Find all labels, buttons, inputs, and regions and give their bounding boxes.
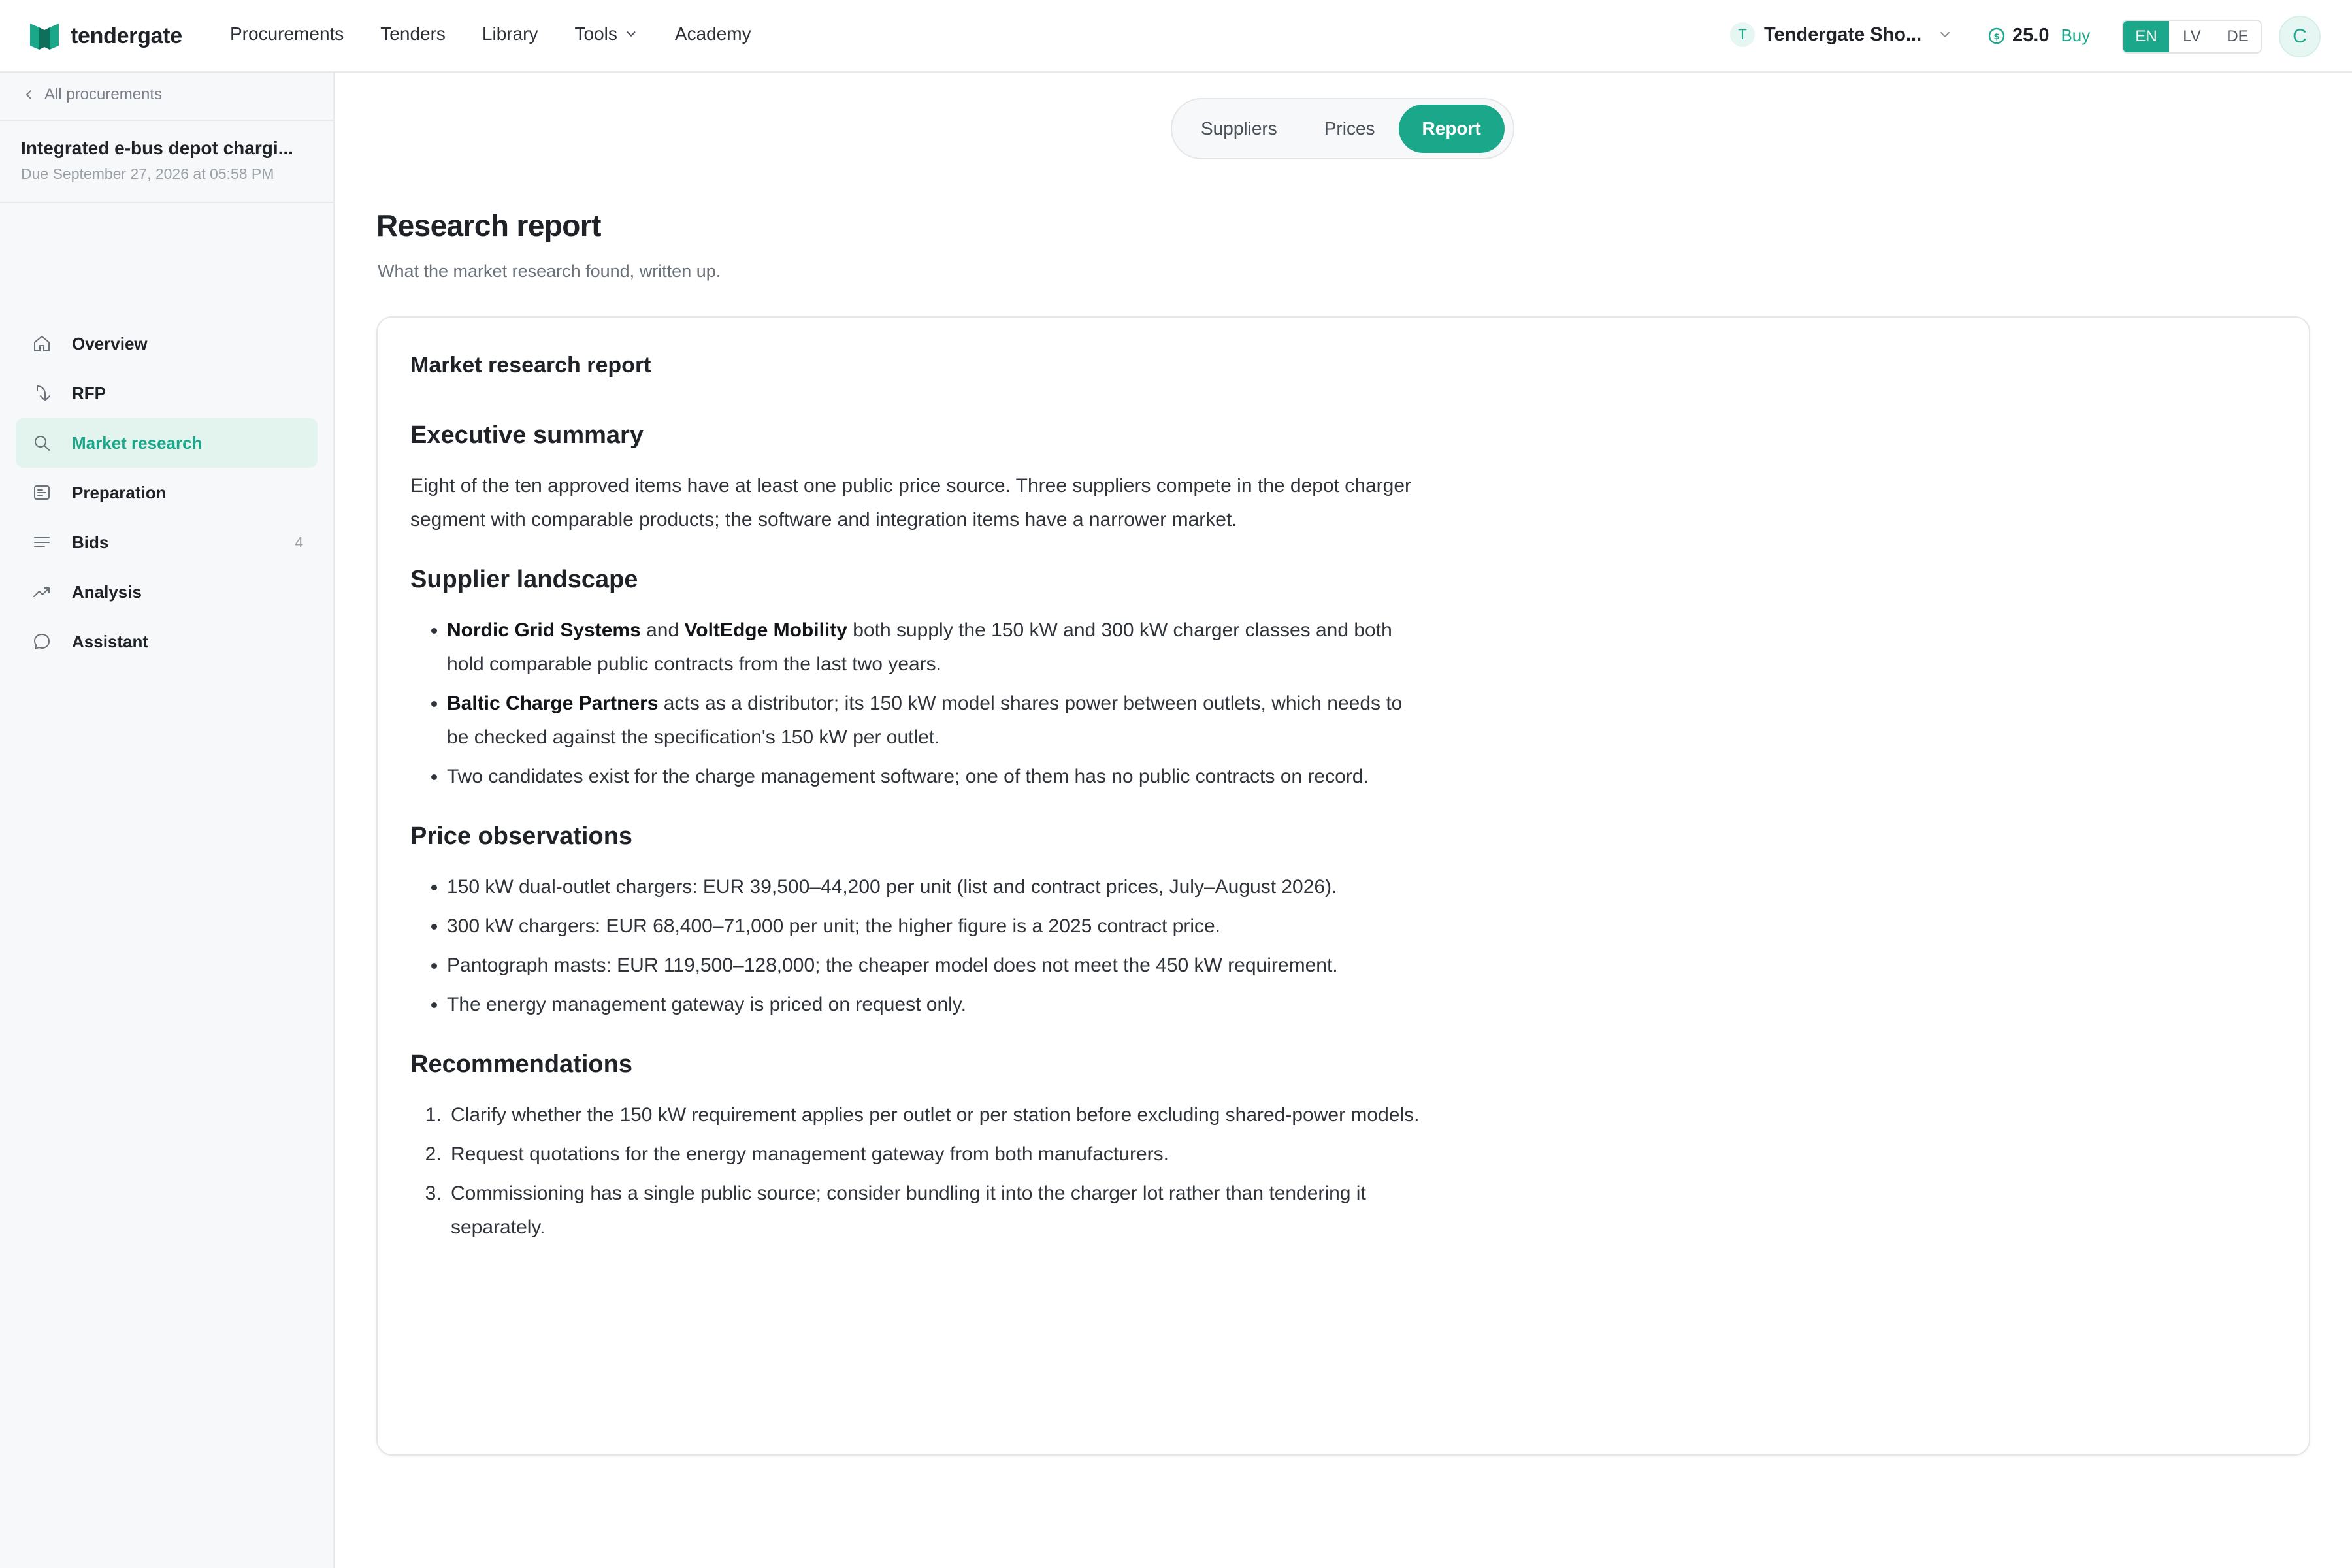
sidebar-item-assistant[interactable]: [16, 617, 318, 666]
report-heading: Market research report: [410, 353, 651, 378]
svg-text:$: $: [1993, 31, 2000, 42]
sidebar-item-label: Overview: [72, 333, 148, 353]
main-nav: [230, 24, 788, 44]
lang-de[interactable]: DE: [2227, 27, 2249, 45]
list-item: 2. Request quotations for the energy management gateway from both manufacturers.: [447, 1137, 1429, 1171]
list-item: • Two candidates exist for the charge management software; one of them has no public contracts on record.: [447, 760, 1429, 794]
sidebar-item-label: Preparation: [72, 482, 167, 502]
organization-switcher[interactable]: [1730, 22, 1953, 47]
rfp-icon: [31, 383, 52, 404]
nav-tools[interactable]: [575, 24, 638, 44]
page-subtitle: What the market research found, written up.: [378, 261, 721, 281]
nav-procurements[interactable]: Procurements: [230, 24, 344, 44]
nav-tools-label: Tools: [574, 24, 617, 44]
nav-tenders[interactable]: Tenders: [380, 24, 446, 44]
list-item: 1. Clarify whether the 150 kW requirement applies per outlet or per station before excluding shared-power models.: [447, 1098, 1429, 1132]
brand-name: tendergate: [71, 23, 182, 48]
nav-library[interactable]: Library: [482, 24, 538, 44]
report-body: [410, 353, 1429, 1273]
price-list: [447, 870, 1429, 1022]
section-heading: Executive summary: [410, 421, 644, 449]
list-item: [447, 613, 1429, 681]
chat-icon: [31, 631, 52, 652]
supplier-name: Baltic Charge Partners: [447, 693, 659, 714]
lang-en[interactable]: EN: [2123, 21, 2169, 52]
list-item: • Pantograph masts: EUR 119,500–128,000; the cheaper model does not meet the 450 kW requirement.: [447, 949, 1429, 983]
sidebar-item-rfp[interactable]: [16, 368, 318, 418]
list-item-text: and: [640, 619, 685, 641]
tab-prices[interactable]: Prices: [1324, 118, 1375, 139]
segmented-tabs: [1171, 98, 1514, 159]
top-bar: [0, 0, 2352, 73]
user-avatar[interactable]: C: [2279, 16, 2321, 57]
sidebar-item-market-research[interactable]: [16, 418, 318, 468]
list-item: • The energy management gateway is priced on request only.: [447, 988, 1429, 1022]
sidebar-item-analysis[interactable]: [16, 567, 318, 617]
list-icon: [31, 532, 52, 553]
tab-report[interactable]: Report: [1399, 105, 1505, 153]
brand-logo[interactable]: [30, 21, 182, 51]
report-card: [376, 316, 2310, 1456]
section-heading: Price observations: [410, 823, 633, 850]
chevron-down-icon: [1937, 27, 1953, 42]
list-item-text: acts as a distributor; its 150 kW model shares power between outlets, which needs to be checked against the specification's 150 kW per outlet.: [447, 693, 1403, 748]
supplier-list: [447, 613, 1429, 794]
buy-credits-link[interactable]: Buy: [2061, 25, 2091, 45]
page-title: Research report: [376, 208, 601, 242]
back-to-procurements-link[interactable]: [22, 86, 162, 104]
procurement-nav: [16, 319, 318, 666]
sidebar-item-label: Analysis: [72, 581, 142, 602]
credits: [1987, 25, 2090, 46]
coin-icon: [1987, 27, 2006, 45]
section-heading: Recommendations: [410, 1051, 632, 1078]
sidebar-item-label: Bids: [72, 532, 109, 552]
recommendation-list: [447, 1098, 1429, 1245]
sidebar-item-label: Market research: [72, 433, 203, 453]
org-badge: T: [1730, 22, 1755, 47]
procurement-title: Integrated e-bus depot chargi...: [21, 138, 293, 158]
sidebar-item-bids[interactable]: [16, 517, 318, 567]
org-name: Tendergate Sho...: [1764, 24, 1922, 45]
procurement-due-date: Due September 27, 2026 at 05:58 PM: [21, 165, 274, 182]
executive-summary-text: Eight of the ten approved items have at least one public price source. Three suppliers compete in the depot charger segment with comparable products; the software and integration items have a narrower market.: [410, 475, 1412, 531]
search-icon: [31, 433, 52, 453]
sidebar: [0, 73, 335, 1568]
preparation-icon: [31, 482, 52, 503]
supplier-name: Nordic Grid Systems: [447, 619, 641, 641]
nav-academy[interactable]: Academy: [674, 24, 751, 44]
lang-lv[interactable]: LV: [2183, 27, 2201, 45]
list-item: [447, 687, 1429, 755]
sidebar-divider: [0, 120, 333, 121]
trend-icon: [31, 581, 52, 602]
chevron-down-icon: [624, 27, 638, 41]
sidebar-item-overview[interactable]: [16, 319, 318, 368]
language-switcher: [2122, 20, 2262, 54]
home-icon: [31, 333, 52, 354]
credit-balance: 25.0: [2012, 25, 2050, 46]
sidebar-divider: [0, 202, 333, 203]
section-heading: Supplier landscape: [410, 566, 638, 593]
sidebar-item-label: RFP: [72, 383, 106, 403]
tab-suppliers[interactable]: Suppliers: [1201, 118, 1277, 139]
bids-count-badge: 4: [295, 533, 303, 551]
logo-icon: [30, 22, 59, 50]
list-item: 3. Commissioning has a single public source; consider bundling it into the charger lot rather than tendering it separately.: [447, 1177, 1429, 1245]
list-item: • 300 kW chargers: EUR 68,400–71,000 per unit; the higher figure is a 2025 contract price.: [447, 909, 1429, 943]
supplier-name: VoltEdge Mobility: [684, 619, 847, 641]
list-item-text: both supply the 150 kW and 300 kW charger classes and both hold comparable public contracts from the last two years.: [447, 619, 1392, 675]
chevron-left-icon: [22, 88, 35, 101]
sidebar-item-label: Assistant: [72, 631, 149, 651]
list-item: • 150 kW dual-outlet chargers: EUR 39,500–44,200 per unit (list and contract prices, July–August 2026).: [447, 870, 1429, 904]
sidebar-item-preparation[interactable]: [16, 468, 318, 517]
back-label: All procurements: [44, 86, 163, 103]
